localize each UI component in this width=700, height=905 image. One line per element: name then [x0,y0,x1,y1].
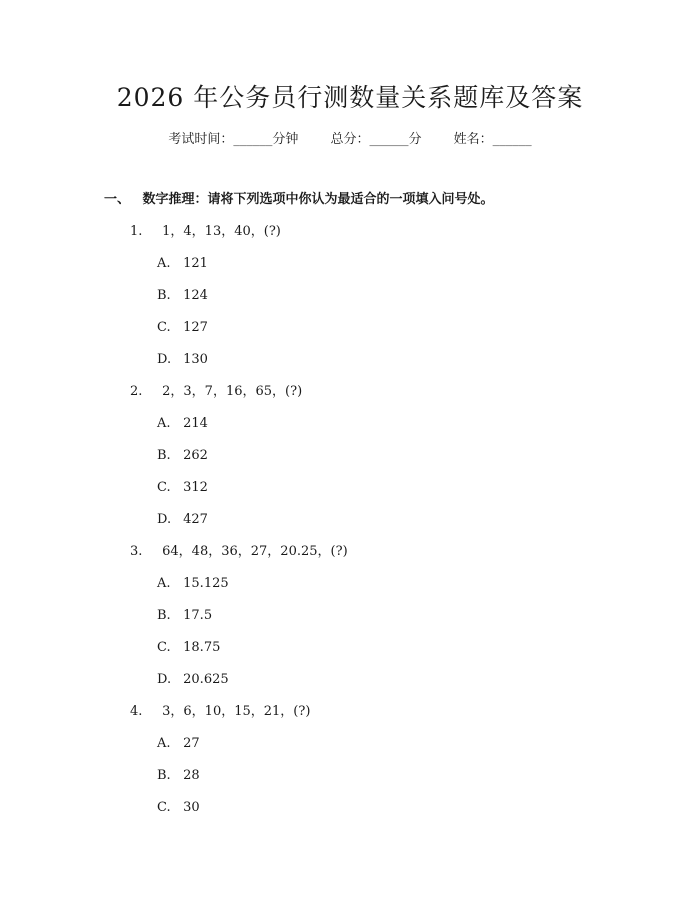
option-letter: C. [157,480,171,495]
answer-option [0,318,700,350]
question-number: 1. [130,224,143,239]
option-letter: B. [157,288,171,303]
document-title: 2026 年公务员行测数量关系题库及答案 [116,83,584,112]
option-letter: D. [157,512,172,527]
option-letter: C. [157,320,171,335]
question-stem [0,382,700,414]
option-letter: B. [157,448,171,463]
question-stem [0,702,700,734]
answer-option [0,670,700,702]
option-letter: B. [157,608,171,623]
option-text: 18.75 [183,640,221,655]
question-number: 4. [130,704,143,719]
answer-option [0,446,700,478]
option-text: 214 [183,416,208,431]
total-score-field: 总分：______分 [330,132,422,147]
answer-option [0,286,700,318]
option-text: 130 [183,352,208,367]
name-field: 姓名：______ [453,132,532,147]
option-text: 427 [183,512,208,527]
option-letter: A. [157,416,171,431]
question-sequence: 1，4，13，40，(?) [162,224,281,239]
option-letter: A. [157,736,171,751]
question-stem [0,222,700,254]
question-item [0,382,700,542]
option-letter: A. [157,256,171,271]
section-instruction: 数字推理：请将下列选项中你认为最适合的一项填入问号处。 [142,192,494,207]
question-sequence: 64，48，36，27，20.25，(?) [162,544,348,559]
section-heading [104,190,494,210]
question-item [0,702,700,830]
answer-option [0,350,700,382]
option-text: 312 [183,480,208,495]
option-text: 127 [183,320,208,335]
option-text: 124 [183,288,208,303]
section-number: 一、 [104,192,131,207]
option-letter: D. [157,352,172,367]
option-text: 27 [183,736,200,751]
option-letter: C. [157,800,171,815]
answer-option [0,478,700,510]
question-sequence: 2，3，7，16，65，(?) [162,384,303,399]
answer-option [0,766,700,798]
answer-option [0,734,700,766]
option-text: 17.5 [183,608,213,623]
question-number: 2. [130,384,143,399]
question-stem [0,542,700,574]
answer-option [0,638,700,670]
answer-option [0,254,700,286]
option-letter: D. [157,672,172,687]
option-letter: C. [157,640,171,655]
question-item [0,542,700,702]
answer-option [0,606,700,638]
exam-info-line [0,130,700,150]
option-text: 28 [183,768,200,783]
option-text: 262 [183,448,208,463]
option-text: 30 [183,800,200,815]
option-text: 15.125 [183,576,229,591]
option-text: 20.625 [183,672,229,687]
answer-option [0,510,700,542]
exam-time-field: 考试时间：______分钟 [168,132,299,147]
answer-option [0,574,700,606]
question-item [0,222,700,382]
question-list [0,222,700,830]
question-sequence: 3，6，10，15，21，(?) [162,704,311,719]
answer-option [0,414,700,446]
question-number: 3. [130,544,143,559]
option-letter: B. [157,768,171,783]
option-letter: A. [157,576,171,591]
option-text: 121 [183,256,208,271]
answer-option [0,798,700,830]
